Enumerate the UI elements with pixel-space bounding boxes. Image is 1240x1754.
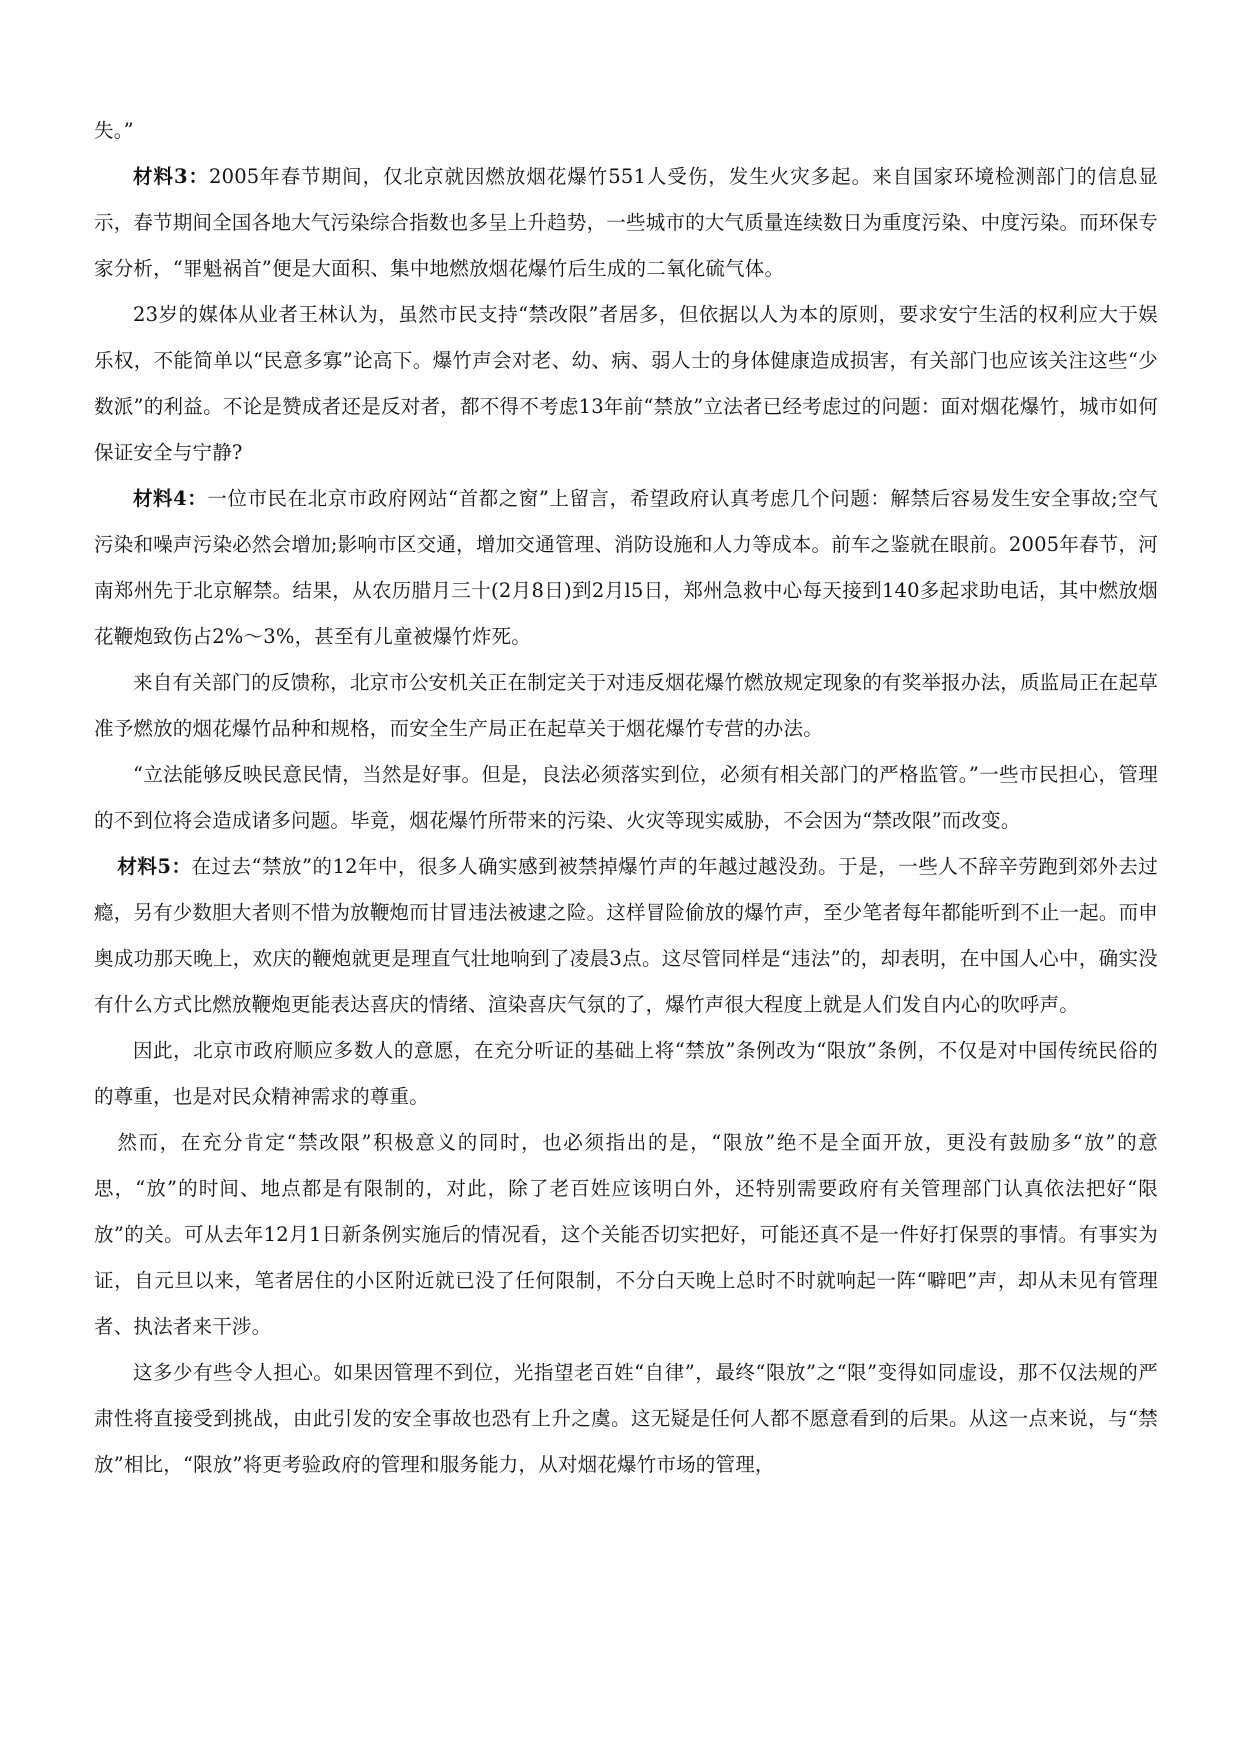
paragraph-text: 在过去“禁放”的12年中，很多人确实感到被禁掉爆竹声的年越过越没劲。于是，一些人不辞辛劳跑到郊外去过瘾，另有少数胆大者则不惜为放鞭炮而甘冒违法被逮之险。这样冒险偷放的爆竹声，至少笔者每年都能听到不止一起。而申奥成功那天晚上，欢庆的鞭炮就更是理直气壮地响到了凌晨3点。这尽管同样是“违法”的，却表明，在中国人心中，确实没有什么方式比燃放鞭炮更能表达喜庆的情绪、渲染喜庆气氛的了，爆竹声很大程度上就是人们发自内心的吹呼声。 [94, 855, 1158, 1016]
paragraph-continuation [94, 108, 1158, 154]
paragraph-text: 2005年春节期间，仅北京就因燃放烟花爆竹551人受伤，发生火灾多起。来自国家环境检测部门的信息显示，春节期间全国各地大气污染综合指数也多呈上升趋势，一些城市的大气质量连续数日为重度污染、中度污染。而环保专家分析，“罪魁祸首”便是大面积、集中地燃放烟花爆竹后生成的二氧化硫气体。 [94, 165, 1158, 280]
material-label: 材料5： [117, 855, 192, 878]
paragraph-material-3 [94, 154, 1158, 292]
paragraph [94, 660, 1158, 752]
paragraph-text: 这多少有些令人担心。如果因管理不到位，光指望老百姓“自律”，最终“限放”之“限”变得如同虚设，那不仅法规的严肃性将直接受到挑战，由此引发的安全事故也恐有上升之虞。这无疑是任何人都不愿意看到的后果。从这一点来说，与“禁放”相比，“限放”将更考验政府的管理和服务能力，从对烟花爆竹市场的管理， [94, 1361, 1158, 1476]
paragraph-text: 来自有关部门的反馈称，北京市公安机关正在制定关于对违反烟花爆竹燃放规定现象的有奖举报办法，质监局正在起草准予燃放的烟花爆竹品种和规格，而安全生产局正在起草关于烟花爆竹专营的办法。 [94, 671, 1158, 740]
paragraph-text: 因此，北京市政府顺应多数人的意愿，在充分听证的基础上将“禁放”条例改为“限放”条例，不仅是对中国传统民俗的的尊重，也是对民众精神需求的尊重。 [94, 1039, 1158, 1108]
paragraph-material-5 [94, 844, 1158, 1028]
paragraph-text: “立法能够反映民意民情，当然是好事。但是，良法必须落实到位，必须有相关部门的严格监管。”一些市民担心，管理的不到位将会造成诸多问题。毕竟，烟花爆竹所带来的污染、火灾等现实威胁，不会因为“禁改限”而改变。 [94, 763, 1158, 832]
paragraph [94, 1120, 1158, 1350]
paragraph-text: 然而，在充分肯定“禁改限”积极意义的同时，也必须指出的是，“限放”绝不是全面开放，更没有鼓励多“放”的意思，“放”的时间、地点都是有限制的，对此，除了老百姓应该明白外，还特别需要政府有关管理部门认真依法把好“限放”的关。可从去年12月1日新条例实施后的情况看，这个关能否切实把好，可能还真不是一件好打保票的事情。有事实为证，自元旦以来，笔者居住的小区附近就已没了任何限制，不分白天晚上总时不时就响起一阵“噼吧”声，却从未见有管理者、执法者来干涉。 [94, 1131, 1158, 1338]
paragraph-material-4 [94, 476, 1158, 660]
paragraph [94, 752, 1158, 844]
paragraph-text: 失。” [94, 119, 134, 142]
paragraph [94, 1350, 1158, 1488]
material-label: 材料3： [133, 165, 209, 188]
paragraph-text: 一位市民在北京市政府网站“首都之窗”上留言，希望政府认真考虑几个问题：解禁后容易发生安全事故;空气污染和噪声污染必然会增加;影响市区交通，增加交通管理、消防设施和人力等成本。前车之鉴就在眼前。2005年春节，河南郑州先于北京解禁。结果，从农历腊月三十(2月8日)到2月l5日，郑州急救中心每天接到140多起求助电话，其中燃放烟花鞭炮致伤占2%～3%，甚至有儿童被爆竹炸死。 [94, 487, 1159, 648]
paragraph-text: 23岁的媒体从业者王林认为，虽然市民支持“禁改限”者居多，但依据以人为本的原则，要求安宁生活的权利应大于娱乐权，不能简单以“民意多寡”论高下。爆竹声会对老、幼、病、弱人士的身体健康造成损害，有关部门也应该关注这些“少数派”的利益。不论是赞成者还是反对者，都不得不考虑13年前“禁放”立法者已经考虑过的问题：面对烟花爆竹，城市如何保证安全与宁静? [94, 303, 1158, 464]
material-label: 材料4： [133, 487, 208, 510]
paragraph [94, 292, 1158, 476]
paragraph [94, 1028, 1158, 1120]
